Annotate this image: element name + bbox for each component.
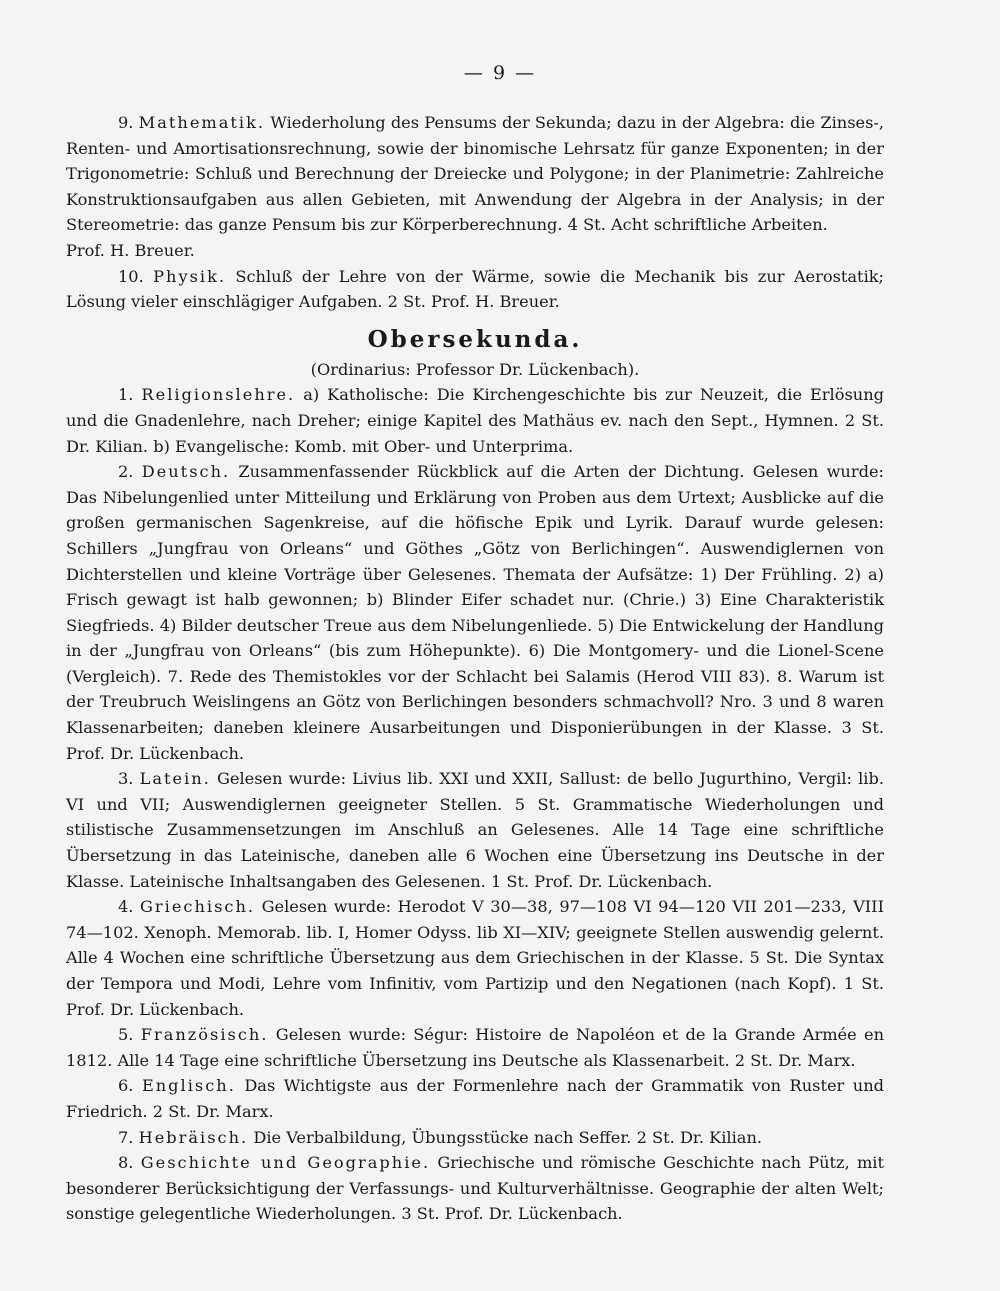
item-number: 3.	[118, 769, 134, 789]
subject-body: Gelesen wurde: Ségur: Histoire de Napoléon et de la Grande Armée en 1812. Alle 14 Tage eine schriftliche Übersetzung ins Deutsche als Klassenarbeit. 2 St.	[66, 1025, 884, 1070]
teacher: Prof. H. Breuer.	[431, 292, 560, 312]
teacher: Prof. Dr. Lückenbach.	[534, 871, 713, 891]
section-subheading: (Ordinarius: Professor Dr. Lückenbach).	[310, 359, 640, 379]
teacher: Prof. Dr. Lückenbach.	[66, 743, 245, 763]
subject-body: Zusammenfassender Rückblick auf die Arten der Dichtung. Gelesen wurde: Das Nibelungenlied unter Mitteilung und Erklärung von Proben aus dem Urtext; Ausblicke auf die großen germanischen Sagenkreise, auf die höfische Epik und Lyrik. Darauf wurde gelesen: Schillers „Jungfrau von Orleans“ und Göthes „Götz von Berlichingen“. Auswendiglernen von Dichterstellen und kleine Vorträge über Gelesenes. Themata der Aufsätze: 1) Der Frühling. 2) a) Frisch gewagt ist halb gewonnen; b) Blinder Eifer schadet nur. (Chrie.) 3) Eine Charakteristik Siegfrieds. 4) Bilder deutscher Treue aus dem Nibelungenliede. 5) Die Entwickelung der Handlung in der „Jungfrau von Orleans“ (bis zum Höhepunkte). 6) Die Montgomery- und die Lionel-Scene (Vergleich). 7. Rede des Themistokles vor der Schlacht bei Salamis (Herod VIII 83). 8. Warum ist der Treubruch Weislingens an Götz von Berlichingen besonders schmachvoll? Nro. 3 und 8 waren Klassenarbeiten; daneben kleinere Ausarbeitungen und Disponierübungen in der Klasse. 3 St.	[66, 462, 884, 738]
subject-title: Griechisch.	[140, 897, 256, 917]
paragraph-mathematik	[66, 110, 884, 264]
item-number: 6.	[118, 1076, 134, 1096]
paragraph-englisch	[66, 1073, 884, 1124]
subject-title: Mathematik.	[138, 113, 266, 132]
subject-body: a) Katholische: Die Kirchengeschichte bis zur Neuzeit, die Erlösung und die Gnadenlehre, nach Dreher; einige Kapitel des Mathäus ev. nach den Sept., Hymnen. 2 St. Dr. Kilian. b) Evangelische: Komb. mit Ober- und Unterprima.	[66, 385, 884, 456]
paragraph-physik	[66, 264, 884, 315]
teacher: Dr. Marx.	[778, 1050, 856, 1070]
subject-body: Griechische und römische Geschichte nach Pütz, mit besonderer Berücksichtigung der Verfassungs- und Kulturverhältnisse. Geographie der alten Welt; sonstige gelegentliche Wiederholungen. 3 St.	[66, 1153, 884, 1224]
item-number: 10.	[118, 266, 144, 286]
item-number: 2.	[118, 462, 134, 482]
paragraph-griechisch	[66, 894, 884, 1022]
paragraph-religionslehre	[66, 382, 884, 459]
item-number: 8.	[118, 1153, 134, 1173]
teacher: Prof. H. Breuer.	[66, 240, 195, 260]
item-number: 1.	[118, 385, 134, 405]
teacher: Dr. Kilian.	[679, 1127, 763, 1147]
paragraph-latein	[66, 766, 884, 894]
subject-body: Wiederholung des Pensums der Sekunda; dazu in der Algebra: die Zinses-, Renten- und Amortisationsrechnung, sowie der binomische Lehrsatz für ganze Exponenten; in der Trigonometrie: Schluß und Berechnung der Dreiecke und Polygone; in der Planimetrie: Zahlreiche Konstruktionsaufgaben aus allen Gebieten, mit Anwendung der Algebra in der Analysis; in der Stereometrie: das ganze Pensum bis zur Körperberechnung. 4 St. Acht schriftliche Arbeiten.	[66, 113, 884, 235]
subject-title: Hebräisch.	[138, 1127, 249, 1147]
item-number: 9.	[118, 113, 134, 132]
section-heading: Obersekunda.	[367, 325, 583, 353]
subject-title: Deutsch.	[141, 462, 231, 482]
teacher: Prof. Dr. Lückenbach.	[444, 1204, 623, 1224]
paragraph-hebraeisch	[66, 1125, 884, 1151]
subject-body: Gelesen wurde: Livius lib. XXI und XXII, Sallust: de bello Jugurthino, Vergil: lib. VI und VII; Auswendiglernen geeigneter Stellen. 5 St. Grammatische Wiederholungen und stilistische Zusammensetzungen im Anschluß an Gelesenes. Alle 14 Tage eine schriftliche Übersetzung in das Lateinische, daneben alle 6 Wochen eine Übersetzung ins Deutsche in der Klasse. Lateinische Inhaltsangaben des Gelesenen. 1 St.	[66, 769, 884, 891]
subject-body: Schluß der Lehre von der Wärme, sowie die Mechanik bis zur Aerostatik; Lösung vieler einschlägiger Aufgaben. 2 St.	[66, 266, 885, 312]
page-number: — 9 —	[463, 62, 537, 84]
page-content	[66, 110, 884, 1227]
subject-body: Gelesen wurde: Herodot V 30—38, 97—108 VI 94—120 VII 201—233, VIII 74—102. Xenoph. Memorab. lib. I, Homer Odyss. lib XI—XIV; geeignete Stellen auswendig gelernt. Alle 4 Wochen eine schriftliche Übersetzung aus dem Griechischen in der Klasse. 5 St. Die Syntax der Tempora und Modi, Lehre vom Infinitiv, vom Partizip und den Negationen (nach Kopf). 1 St.	[66, 897, 884, 993]
paragraph-geschichte	[66, 1150, 884, 1227]
subject-title: Englisch.	[141, 1076, 236, 1096]
subject-title: Physik.	[153, 266, 227, 286]
subject-title: Religionslehre.	[141, 385, 296, 405]
subject-body: Das Wichtigste aus der Formenlehre nach der Grammatik von Ruster und Friedrich. 2 St.	[66, 1076, 884, 1121]
subject-title: Geschichte und Geographie.	[140, 1153, 431, 1173]
item-number: 7.	[118, 1127, 134, 1147]
teacher: Dr. Marx.	[196, 1101, 274, 1121]
subject-title: Französisch.	[140, 1025, 269, 1045]
teacher: Prof. Dr. Lückenbach.	[66, 999, 245, 1019]
paragraph-franzoesisch	[66, 1022, 884, 1073]
subject-body: Die Verbalbildung, Übungsstücke nach Seffer. 2 St.	[253, 1127, 675, 1147]
subject-title: Latein.	[139, 769, 211, 789]
item-number: 4.	[118, 897, 134, 917]
paragraph-deutsch	[66, 459, 884, 766]
item-number: 5.	[118, 1025, 134, 1045]
